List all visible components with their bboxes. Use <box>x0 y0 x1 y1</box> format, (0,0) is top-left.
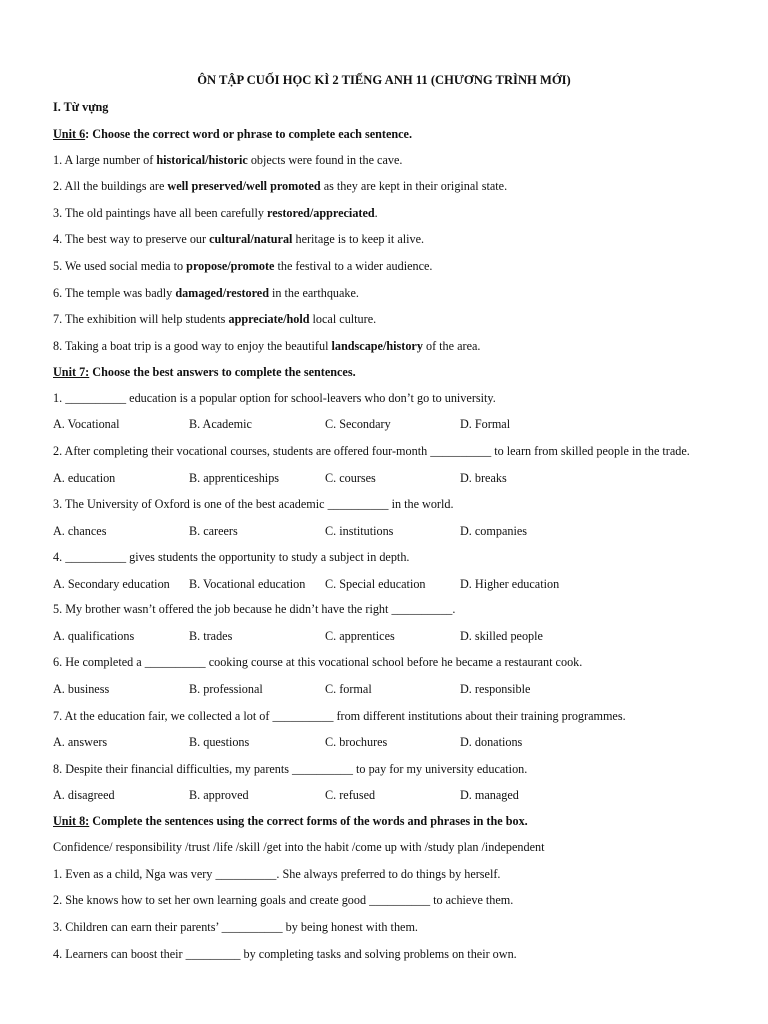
unit8-instruction: Complete the sentences using the correct forms of the words and phrases in the box. <box>89 814 528 828</box>
option-d: D. donations <box>460 735 523 749</box>
item-choices: damaged/restored <box>175 286 269 300</box>
item-text: 8. Taking a boat trip is a good way to enjoy the beautiful <box>53 339 332 353</box>
question-text: 6. He completed a __________ cooking course at this vocational school before he became a restaurant cook. <box>53 655 583 669</box>
option-b: B. trades <box>189 629 233 643</box>
question-text: 3. The University of Oxford is one of the best academic __________ in the world. <box>53 497 454 511</box>
option-b: B. Academic <box>189 417 252 431</box>
document-title: ÔN TẬP CUỐI HỌC KÌ 2 TIẾNG ANH 11 (CHƯƠNG TRÌNH MỚI) <box>197 73 571 87</box>
unit6-item <box>53 338 480 354</box>
unit8-item: 1. Even as a child, Nga was very __________. She always preferred to do things by herself. <box>53 867 501 881</box>
unit7-instruction: Choose the best answers to complete the sentences. <box>89 365 356 379</box>
option-c: C. refused <box>325 788 376 802</box>
item-choices: historical/historic <box>156 153 248 167</box>
item-choices: propose/promote <box>186 259 275 273</box>
option-b: B. questions <box>189 735 250 749</box>
unit6-item <box>53 231 424 247</box>
option-c: C. brochures <box>325 735 388 749</box>
option-b: B. professional <box>189 682 263 696</box>
question-text: 7. At the education fair, we collected a lot of __________ from different institutions about their training programmes. <box>53 709 626 723</box>
section-heading: I. Từ vựng <box>53 100 109 114</box>
unit6-heading <box>53 126 412 142</box>
unit7-label: Unit 7: <box>53 365 90 379</box>
answer-options <box>53 576 733 592</box>
item-choices: restored/appreciated <box>267 206 375 220</box>
unit6-item <box>53 311 376 327</box>
answer-options <box>53 681 733 697</box>
item-choices: landscape/history <box>331 339 423 353</box>
item-text: in the earthquake. <box>268 286 359 300</box>
option-b: B. careers <box>189 524 238 538</box>
item-text: the festival to a wider audience. <box>274 259 433 273</box>
option-c: C. formal <box>325 682 372 696</box>
option-a: A. business <box>53 682 110 696</box>
unit6-item <box>53 152 402 168</box>
item-text: 1. A large number of <box>53 153 157 167</box>
option-a: A. answers <box>53 735 108 749</box>
item-choices: appreciate/hold <box>228 312 310 326</box>
question-text: 5. My brother wasn’t offered the job because he didn’t have the right __________. <box>53 602 456 616</box>
option-a: A. Vocational <box>53 417 120 431</box>
unit6-item <box>53 205 378 221</box>
option-d: D. skilled people <box>460 629 543 643</box>
unit6-item <box>53 285 359 301</box>
option-c: C. institutions <box>325 524 394 538</box>
option-a: A. education <box>53 471 116 485</box>
option-d: D. companies <box>460 524 528 538</box>
item-text: of the area. <box>422 339 481 353</box>
item-text: 2. All the buildings are <box>53 179 168 193</box>
item-text: 5. We used social media to <box>53 259 187 273</box>
answer-options <box>53 416 733 432</box>
option-d: D. managed <box>460 788 519 802</box>
option-b: B. approved <box>189 788 249 802</box>
question-text: 8. Despite their financial difficulties, my parents __________ to pay for my university education. <box>53 762 528 776</box>
unit6-item <box>53 178 507 194</box>
item-text: objects were found in the cave. <box>247 153 403 167</box>
option-d: D. breaks <box>460 471 507 485</box>
answer-options <box>53 734 733 750</box>
option-c: C. Secondary <box>325 417 391 431</box>
question-text: 2. After completing their vocational courses, students are offered four-month __________ to learn from skilled people in the trade. <box>53 444 690 458</box>
item-text: 7. The exhibition will help students <box>53 312 229 326</box>
question-text: 4. __________ gives students the opportunity to study a subject in depth. <box>53 550 410 564</box>
question-text: 1. __________ education is a popular option for school-leavers who don’t go to university. <box>53 391 496 405</box>
item-text: 3. The old paintings have all been carefully <box>53 206 268 220</box>
option-d: D. Higher education <box>460 577 560 591</box>
unit8-item: 3. Children can earn their parents’ __________ by being honest with them. <box>53 920 418 934</box>
option-a: A. disagreed <box>53 788 115 802</box>
unit8-item: 4. Learners can boost their _________ by completing tasks and solving problems on their own. <box>53 947 517 961</box>
option-a: A. chances <box>53 524 107 538</box>
item-text: 6. The temple was badly <box>53 286 176 300</box>
item-text: heritage is to keep it alive. <box>292 232 425 246</box>
unit6-label: Unit 6 <box>53 127 86 141</box>
answer-options <box>53 787 733 803</box>
word-box: Confidence/ responsibility /trust /life /skill /get into the habit /come up with /study plan /independent <box>53 840 545 854</box>
option-d: D. responsible <box>460 682 531 696</box>
option-a: A. qualifications <box>53 629 135 643</box>
unit7-heading <box>53 364 356 380</box>
option-d: D. Formal <box>460 417 511 431</box>
option-b: B. apprenticeships <box>189 471 280 485</box>
item-text: 4. The best way to preserve our <box>53 232 210 246</box>
item-text: . <box>374 206 378 220</box>
option-b: B. Vocational education <box>189 577 306 591</box>
option-c: C. Special education <box>325 577 426 591</box>
unit8-heading <box>53 813 528 829</box>
option-a: A. Secondary education <box>53 577 170 591</box>
unit8-item: 2. She knows how to set her own learning goals and create good __________ to achieve them. <box>53 893 514 907</box>
item-text: as they are kept in their original state. <box>320 179 508 193</box>
answer-options <box>53 628 733 644</box>
item-text: local culture. <box>309 312 377 326</box>
option-c: C. courses <box>325 471 376 485</box>
answer-options <box>53 523 733 539</box>
item-choices: cultural/natural <box>209 232 293 246</box>
item-choices: well preserved/well promoted <box>167 179 321 193</box>
answer-options <box>53 470 733 486</box>
unit6-item <box>53 258 432 274</box>
option-c: C. apprentices <box>325 629 395 643</box>
unit8-label: Unit 8: <box>53 814 90 828</box>
unit6-instruction: : Choose the correct word or phrase to complete each sentence. <box>85 127 413 141</box>
